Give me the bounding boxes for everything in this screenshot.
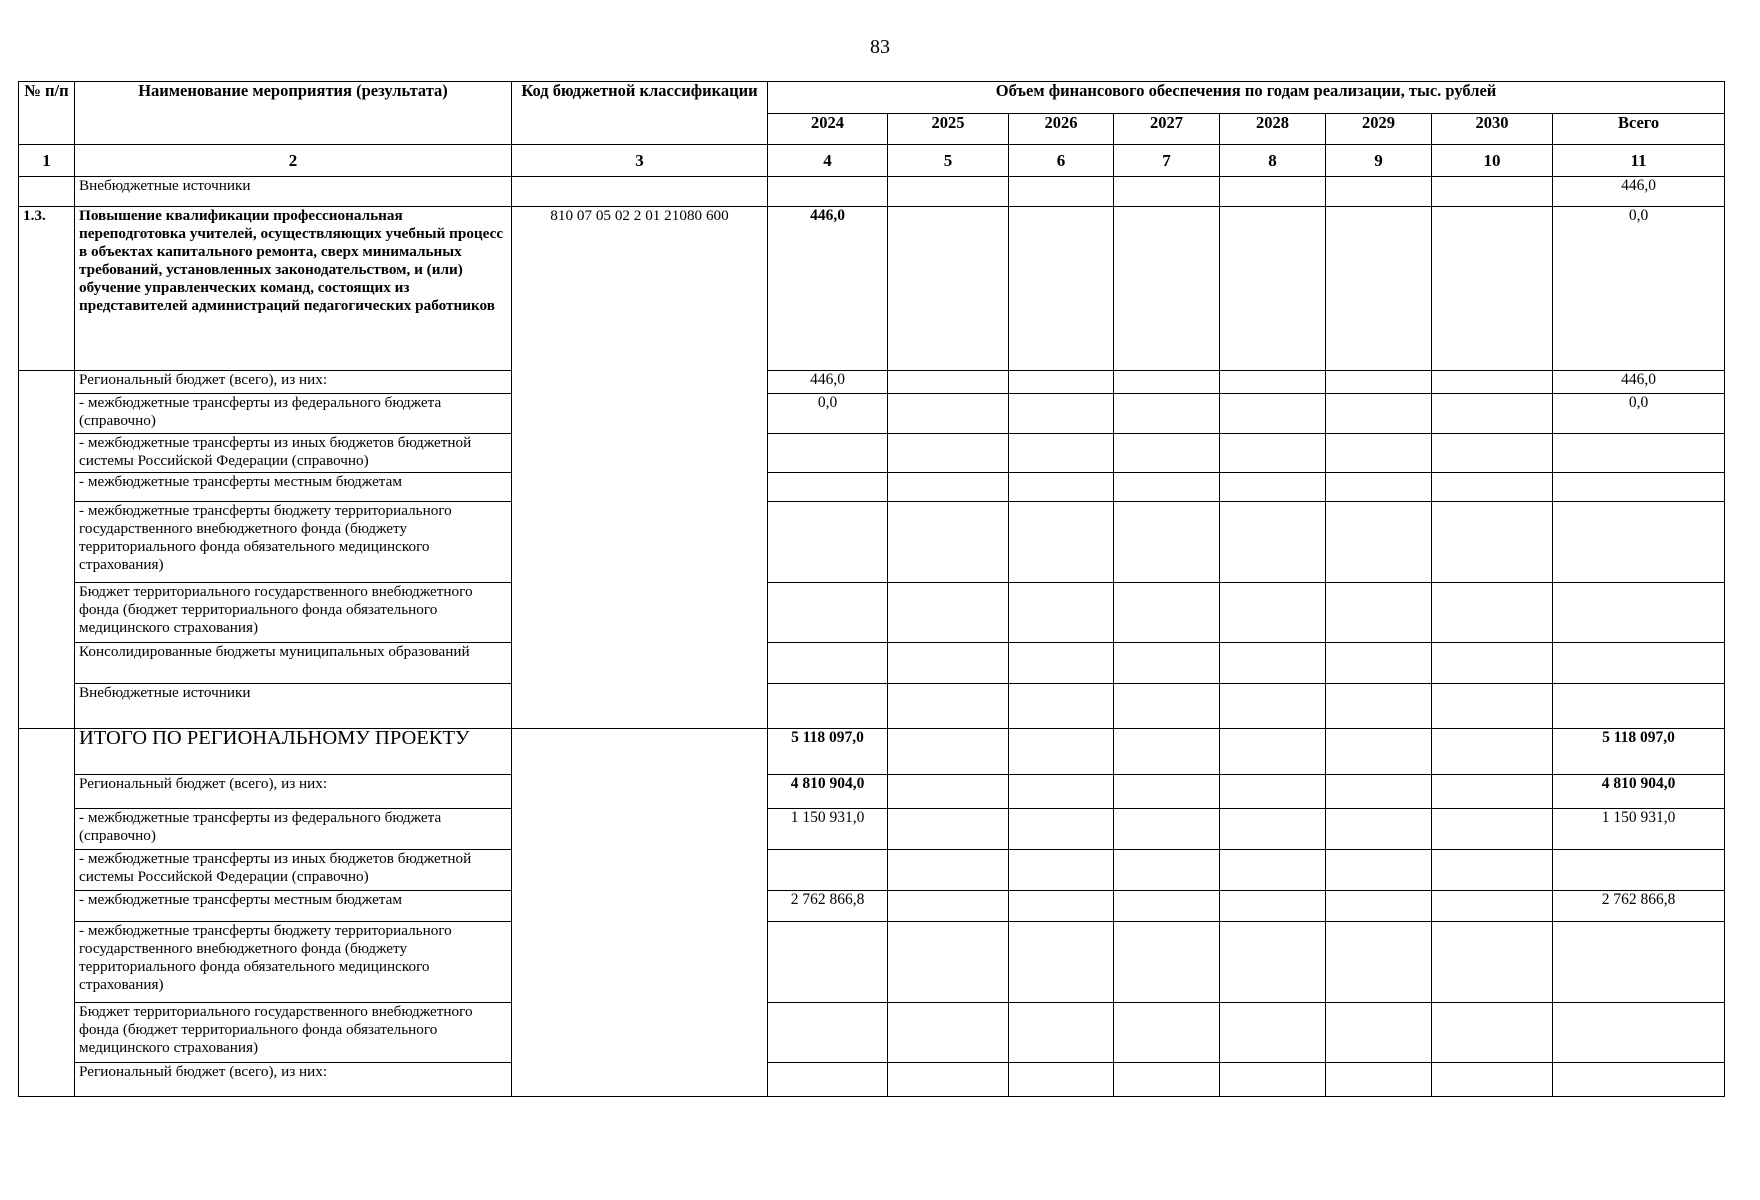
- table-row: [19, 394, 1725, 434]
- column-number: 8: [1220, 145, 1326, 177]
- column-number: 1: [19, 145, 75, 177]
- table-row: [19, 1063, 1725, 1097]
- table-row: [19, 434, 1725, 473]
- budget-table: [18, 81, 1725, 1097]
- row-label: Внебюджетные источники: [75, 684, 512, 729]
- row-total: [1553, 502, 1725, 583]
- row-2024: [768, 502, 888, 583]
- header-volume: Объем финансового обеспечения по годам реализации, тыс. рублей: [768, 82, 1725, 114]
- row-label: - межбюджетные трансферты из федерального бюджета (справочно): [75, 394, 512, 434]
- header-year: 2028: [1220, 114, 1326, 145]
- column-number: 11: [1553, 145, 1725, 177]
- row-label: - межбюджетные трансферты бюджету территориального государственного внебюджетного фонда (бюджету территориального фонда обязательного медицинского страхования): [75, 922, 512, 1003]
- row-total: 4 810 904,0: [1553, 775, 1725, 809]
- page-number: 83: [870, 36, 890, 58]
- header-total: Всего: [1553, 114, 1725, 145]
- itogo-2024: 5 118 097,0: [768, 729, 888, 775]
- row-2024: 1 150 931,0: [768, 809, 888, 850]
- row-2024: [768, 643, 888, 684]
- column-numbers-row: [19, 145, 1725, 177]
- row-2024: 446,0: [768, 371, 888, 394]
- column-number: 4: [768, 145, 888, 177]
- row-label: - межбюджетные трансферты из иных бюджетов бюджетной системы Российской Федерации (справочно): [75, 850, 512, 891]
- row-total: [1553, 1063, 1725, 1097]
- row-total: [1553, 473, 1725, 502]
- row-total: [1553, 1003, 1725, 1063]
- row-label: - межбюджетные трансферты из федерального бюджета (справочно): [75, 809, 512, 850]
- row-2024: [768, 1003, 888, 1063]
- budget-code: 810 07 05 02 2 01 21080 600: [512, 207, 768, 729]
- table-row: [19, 891, 1725, 922]
- column-number: 7: [1114, 145, 1220, 177]
- row-label: Внебюджетные источники: [75, 177, 512, 207]
- table-row: [19, 850, 1725, 891]
- table-row: [19, 583, 1725, 643]
- table-row: [19, 775, 1725, 809]
- header-year: 2030: [1432, 114, 1553, 145]
- row-label: - межбюджетные трансферты бюджету территориального государственного внебюджетного фонда (бюджету территориального фонда обязательного медицинского страхования): [75, 502, 512, 583]
- row-2024: 0,0: [768, 394, 888, 434]
- header-num: № п/п: [19, 82, 75, 145]
- row-2024: [768, 684, 888, 729]
- table-row: [19, 371, 1725, 394]
- row-2024: [768, 850, 888, 891]
- measure-2024: 446,0: [768, 207, 888, 371]
- header-year: 2027: [1114, 114, 1220, 145]
- row-label: Региональный бюджет (всего), из них:: [75, 1063, 512, 1097]
- header-row: [19, 82, 1725, 114]
- row-label: - межбюджетные трансферты местным бюджетам: [75, 891, 512, 922]
- column-number: 9: [1326, 145, 1432, 177]
- row-label: Региональный бюджет (всего), из них:: [75, 371, 512, 394]
- row-total: 2 762 866,8: [1553, 891, 1725, 922]
- measure-row: [19, 207, 1725, 371]
- row-total: [1553, 684, 1725, 729]
- row-total: [1553, 434, 1725, 473]
- table-row: [19, 502, 1725, 583]
- measure-index: 1.3.: [19, 207, 75, 371]
- row-total: 0,0: [1553, 394, 1725, 434]
- table-row: [19, 922, 1725, 1003]
- table-row: [19, 684, 1725, 729]
- row-label: Региональный бюджет (всего), из них:: [75, 775, 512, 809]
- header-year: 2024: [768, 114, 888, 145]
- row-2024: 2 762 866,8: [768, 891, 888, 922]
- row-total: [1553, 583, 1725, 643]
- column-number: 6: [1009, 145, 1114, 177]
- header-name: Наименование мероприятия (результата): [75, 82, 512, 145]
- table-row: [19, 1003, 1725, 1063]
- column-number: 3: [512, 145, 768, 177]
- row-label: Консолидированные бюджеты муниципальных образований: [75, 643, 512, 684]
- itogo-title: ИТОГО ПО РЕГИОНАЛЬНОМУ ПРОЕКТУ: [75, 729, 512, 775]
- row-label: - межбюджетные трансферты местным бюджетам: [75, 473, 512, 502]
- itogo-row: [19, 729, 1725, 775]
- header-code: Код бюджетной классификации: [512, 82, 768, 145]
- header-year: 2029: [1326, 114, 1432, 145]
- row-total: [1553, 922, 1725, 1003]
- column-number: 2: [75, 145, 512, 177]
- row-total: 446,0: [1553, 371, 1725, 394]
- row-label: Бюджет территориального государственного внебюджетного фонда (бюджет территориального фонда обязательного медицинского страхования): [75, 1003, 512, 1063]
- column-number: 10: [1432, 145, 1553, 177]
- table-row: [19, 473, 1725, 502]
- table-row: [19, 809, 1725, 850]
- measure-total: 0,0: [1553, 207, 1725, 371]
- row-label: - межбюджетные трансферты из иных бюджетов бюджетной системы Российской Федерации (справочно): [75, 434, 512, 473]
- row-2024: [768, 1063, 888, 1097]
- table-row: [19, 643, 1725, 684]
- table-row: [19, 177, 1725, 207]
- row-total: 446,0: [1553, 177, 1725, 207]
- row-total: 1 150 931,0: [1553, 809, 1725, 850]
- row-2024: [768, 473, 888, 502]
- measure-title: Повышение квалификации профессиональная переподготовка учителей, осуществляющих учебный процесс в объектах капитального ремонта, сверх минимальных требований, установленных законодательством, и (или) обучение управленческих команд, состоящих из представителей администраций педагогических работников: [75, 207, 512, 371]
- row-2024: [768, 583, 888, 643]
- column-number: 5: [888, 145, 1009, 177]
- row-2024: 4 810 904,0: [768, 775, 888, 809]
- row-total: [1553, 643, 1725, 684]
- itogo-total: 5 118 097,0: [1553, 729, 1725, 775]
- row-total: [1553, 850, 1725, 891]
- row-2024: [768, 434, 888, 473]
- header-year: 2025: [888, 114, 1009, 145]
- row-label: Бюджет территориального государственного внебюджетного фонда (бюджет территориального фонда обязательного медицинского страхования): [75, 583, 512, 643]
- header-year: 2026: [1009, 114, 1114, 145]
- row-2024: [768, 922, 888, 1003]
